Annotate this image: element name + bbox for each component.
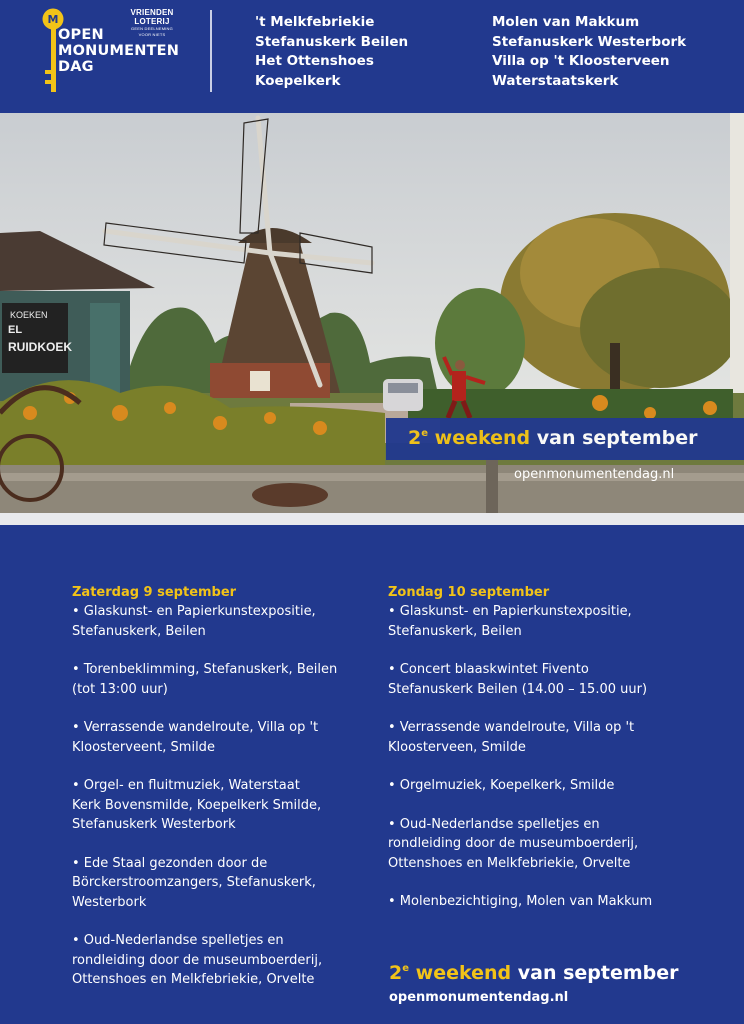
sunday-program	[388, 583, 688, 931]
activity-line: Ottenshoes en Melkfebriekie, Orvelte	[72, 972, 315, 987]
activity-item	[72, 660, 372, 699]
activity-line: Kerk Bovensmilde, Koepelkerk Smilde,	[72, 797, 322, 813]
activity-line: rondleiding door de museumboerderij,	[388, 836, 639, 851]
activity-line: • Concert blaaskwintet Fivento	[388, 662, 589, 677]
lottery-line-2: LOTERIJ	[134, 17, 170, 26]
activity-item	[72, 776, 372, 835]
footer-banner-rest: van september	[517, 962, 679, 984]
activity-line: Kloosterveent, Smilde	[72, 739, 215, 755]
location-item: Villa op 't Kloosterveen	[492, 53, 670, 69]
saturday-title: Zaterdag 9 september	[72, 585, 237, 600]
activity-item	[388, 776, 688, 796]
sign-text-line: EL	[8, 324, 23, 336]
header	[0, 0, 744, 113]
activity-line: Stefanuskerk Beilen (14.00 – 15.00 uur)	[388, 681, 648, 697]
activity-item	[72, 854, 372, 913]
activity-line: Börckerstroomzangers, Stefanuskerk,	[72, 875, 316, 890]
saturday-activity-list	[72, 602, 372, 990]
location-item: Koepelkerk	[255, 72, 341, 89]
logo-line-3: DAG	[58, 59, 94, 75]
footer-banner-number: 2	[389, 962, 403, 984]
location-item: Stefanuskerk Beilen	[255, 33, 409, 50]
vriendenloterij-logo	[128, 8, 176, 37]
activity-line: rondleiding door de museumboerderij,	[72, 952, 323, 968]
sign-text-line: RUIDKOEK	[8, 340, 73, 354]
logo-badge-letter: M	[47, 13, 59, 26]
activity-item	[388, 892, 688, 912]
activity-line: Kloosterveen, Smilde	[388, 739, 526, 755]
windmill-photo	[0, 113, 744, 513]
sunday-activity-list	[388, 602, 688, 912]
activity-line: (tot 13:00 uur)	[72, 681, 168, 697]
location-item: Stefanuskerk Westerbork	[492, 33, 687, 50]
lottery-tagline: GEEN DEELNEMING VOOR NIETS	[131, 26, 173, 37]
activity-line: • Oud-Nederlandse spelletjes en	[72, 933, 284, 948]
section-divider	[0, 513, 744, 525]
activity-item	[388, 718, 688, 757]
activity-line: Stefanuskerk, Beilen	[388, 623, 522, 639]
photo-date-banner	[386, 418, 744, 460]
photo-website-link[interactable]: openmonumentendag.nl	[514, 467, 675, 482]
header-divider	[210, 10, 212, 92]
footer-date-banner	[389, 962, 679, 984]
logo-line-2: MONUMENTEN	[58, 43, 180, 59]
footer-banner-superscript: e	[402, 963, 410, 974]
activity-item	[72, 602, 372, 641]
activity-line: • Verrassende wandelroute, Villa op 't	[388, 720, 635, 735]
activity-line: • Oud-Nederlandse spelletjes en	[388, 816, 600, 832]
locations-right	[492, 13, 686, 91]
footer-website-link[interactable]: openmonumentendag.nl	[389, 990, 569, 1005]
activity-item	[72, 718, 372, 757]
activity-line: • Molenbezichtiging, Molen van Makkum	[388, 894, 653, 909]
activity-item	[388, 602, 688, 641]
banner-rest: van september	[536, 427, 698, 449]
activity-line: • Verrassende wandelroute, Villa op 't	[72, 720, 319, 735]
activity-line: Stefanuskerk Westerbork	[72, 817, 236, 832]
activity-line: Westerbork	[72, 894, 147, 910]
location-item: 't Melkfebriekie	[255, 14, 375, 30]
activity-item	[72, 931, 372, 990]
footer-banner-highlight: weekend	[415, 962, 512, 984]
lottery-line-1: VRIENDEN	[130, 8, 174, 17]
location-item: Het Ottenshoes	[255, 53, 374, 69]
activity-line: • Torenbeklimming, Stefanuskerk, Beilen	[72, 662, 338, 677]
banner-highlight: weekend	[434, 427, 531, 449]
banner-number: 2	[408, 427, 422, 449]
activity-line: Ottenshoes en Melkfebriekie, Orvelte	[388, 855, 631, 871]
sign-text-line: KOEKEN	[10, 310, 48, 320]
activity-item	[388, 660, 688, 699]
activity-line: Stefanuskerk, Beilen	[72, 623, 206, 639]
banner-superscript: e	[421, 428, 429, 439]
activity-line: • Ede Staal gezonden door de	[72, 855, 268, 871]
sunday-title: Zondag 10 september	[388, 585, 550, 600]
locations-left	[255, 13, 408, 91]
saturday-program	[72, 583, 372, 1009]
activity-item	[388, 815, 688, 874]
activity-line: • Glaskunst- en Papierkunstexpositie,	[388, 604, 632, 619]
activity-line: • Orgelmuziek, Koepelkerk, Smilde	[388, 778, 615, 793]
logo-line-1: OPEN	[58, 27, 104, 43]
location-item: Waterstaatskerk	[492, 72, 619, 89]
location-item: Molen van Makkum	[492, 14, 640, 30]
activity-line: • Orgel- en fluitmuziek, Waterstaat	[72, 778, 300, 793]
activity-line: • Glaskunst- en Papierkunstexpositie,	[72, 604, 316, 619]
